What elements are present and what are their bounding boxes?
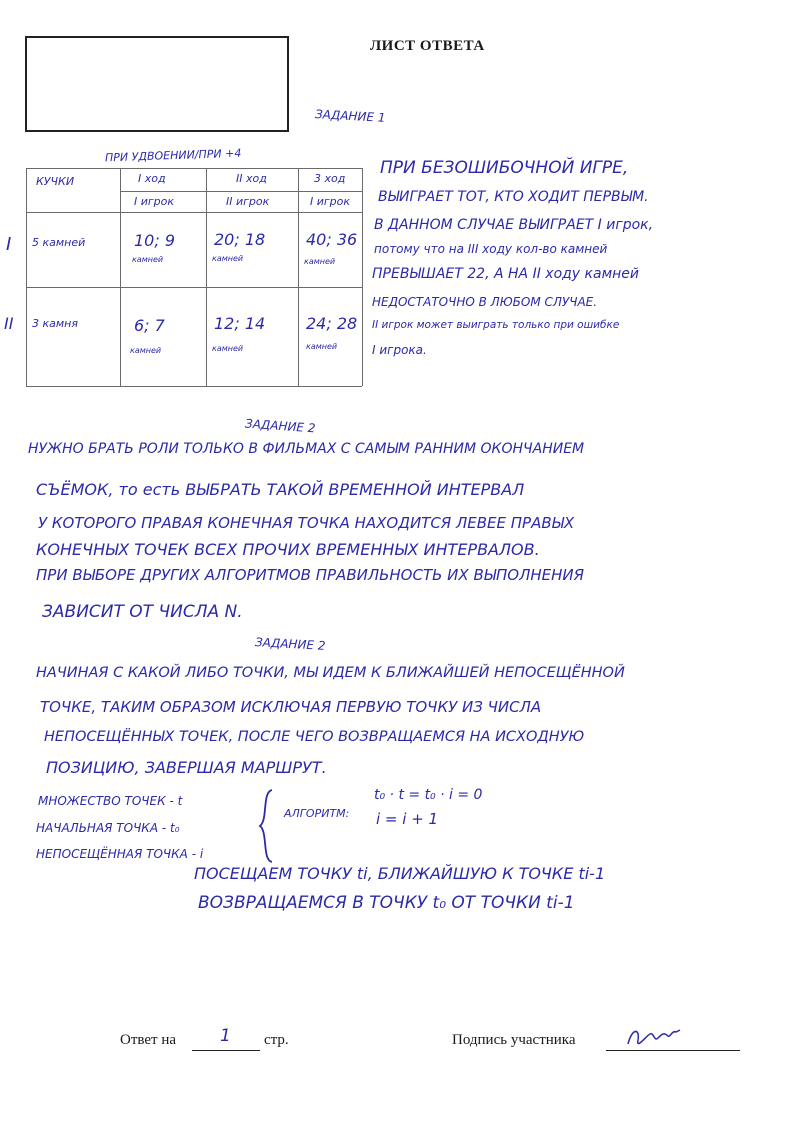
move-3-header: 3 ход — [314, 172, 346, 185]
row-2-cell-2-value: 12; 14 — [214, 314, 266, 333]
row-2-cell-1-value: 6; 7 — [134, 316, 165, 335]
signature-scribble — [624, 1024, 684, 1054]
task1-line: I игрока. — [372, 343, 427, 357]
task1-line: ПРИ БЕЗОШИБОЧНОЙ ИГРЕ, — [380, 158, 629, 178]
player-3-header: I игрок — [310, 195, 351, 208]
row-1-cell-1-value: 10; 9 — [134, 231, 176, 250]
stamp-box — [25, 36, 289, 132]
move-1-header: I ход — [138, 172, 166, 185]
player-2-header: II игрок — [226, 195, 270, 208]
col-header-piles: КУЧКИ — [36, 175, 75, 188]
task1-line: В ДАННОМ СЛУЧАЕ ВЫИГРАЕТ I игрок, — [374, 217, 654, 233]
definition-set: МНОЖЕСТВО ТОЧЕК - t — [38, 794, 183, 808]
task1-line: потому что на III ходу кол-во камней — [374, 242, 608, 256]
row-2-cell-3-value: 24; 28 — [306, 314, 358, 333]
task1-line: II игрок может выиграть только при ошибке — [372, 319, 620, 331]
curly-brace-icon — [254, 786, 278, 866]
task2a-line: ЗАВИСИТ ОТ ЧИСЛА N. — [42, 602, 243, 622]
task1-line: ВЫИГРАЕТ ТОТ, КТО ХОДИТ ПЕРВЫМ. — [378, 189, 649, 205]
row-1-label: 5 камней — [32, 236, 86, 249]
row-2-roman: II — [4, 314, 14, 333]
row-1-roman: I — [6, 234, 12, 255]
task2b-line: НАЧИНАЯ С КАКОЙ ЛИБО ТОЧКИ, МЫ ИДЕМ К БЛИЖАЙШЕЙ НЕПОСЕЩЁННОЙ — [36, 665, 625, 681]
task2b-line: ТОЧКЕ, ТАКИМ ОБРАЗОМ ИСКЛЮЧАЯ ПЕРВУЮ ТОЧКУ ИЗ ЧИСЛА — [40, 698, 542, 716]
task2b-final-line: ПОСЕЩАЕМ ТОЧКУ ti, БЛИЖАЙШУЮ К ТОЧКЕ ti-1 — [194, 864, 606, 883]
task2b-final-line: ВОЗВРАЩАЕМСЯ В ТОЧКУ t₀ ОТ ТОЧКИ ti-1 — [198, 893, 575, 913]
task2b-line: НЕПОСЕЩЁННЫХ ТОЧЕК, ПОСЛЕ ЧЕГО ВОЗВРАЩАЕМСЯ НА ИСХОДНУЮ — [44, 729, 585, 745]
move-2-header: II ход — [236, 172, 267, 185]
task1-line: ПРЕВЫШАЕТ 22, А НА II ходу камней — [372, 266, 640, 282]
row-1-cell-3-unit: камней — [304, 257, 336, 266]
task2a-heading: ЗАДАНИЕ 2 — [244, 416, 316, 436]
row-1-cell-2-value: 20; 18 — [214, 230, 266, 249]
signature-label: Подпись участника — [452, 1032, 576, 1048]
row-1-cell-2-unit: камней — [212, 254, 244, 263]
answer-pages-count: 1 — [220, 1026, 231, 1046]
row-2-cell-2-unit: камней — [212, 344, 244, 353]
task2a-line: СЪЁМОК, то есть ВЫБРАТЬ ТАКОЙ ВРЕМЕННОЙ ИНТЕРВАЛ — [36, 480, 525, 499]
row-1-cell-3-value: 40; 36 — [306, 230, 358, 249]
algorithm-line: i = i + 1 — [376, 810, 439, 828]
player-1-header: I игрок — [134, 195, 175, 208]
definition-start: НАЧАЛЬНАЯ ТОЧКА - t₀ — [36, 821, 180, 835]
task2a-line: У КОТОРОГО ПРАВАЯ КОНЕЧНАЯ ТОЧКА НАХОДИТСЯ ЛЕВЕЕ ПРАВЫХ — [38, 514, 575, 532]
answer-pages-prefix: Ответ на — [120, 1032, 177, 1048]
task2b-heading: ЗАДАНИЕ 2 — [254, 635, 326, 653]
task1-heading: ЗАДАНИЕ 1 — [314, 107, 386, 125]
table-note: ПРИ УДВОЕНИИ/ПРИ +4 — [104, 146, 242, 165]
row-2-cell-1-unit: камней — [130, 346, 162, 355]
algorithm-label: АЛГОРИТМ: — [284, 807, 350, 820]
row-2-label: 3 камня — [32, 317, 78, 330]
task2a-line: НУЖНО БРАТЬ РОЛИ ТОЛЬКО В ФИЛЬМАХ С САМЫМ РАННИМ ОКОНЧАНИЕМ — [28, 441, 585, 457]
definition-unvisited: НЕПОСЕЩЁННАЯ ТОЧКА - i — [36, 847, 204, 861]
task1-line: НЕДОСТАТОЧНО В ЛЮБОМ СЛУЧАЕ. — [372, 295, 598, 309]
algorithm-line: t₀ · t = t₀ · i = 0 — [374, 787, 483, 803]
answer-pages-suffix: стр. — [264, 1032, 289, 1048]
task2b-line: ПОЗИЦИЮ, ЗАВЕРШАЯ МАРШРУТ. — [46, 758, 327, 777]
task2a-line: ПРИ ВЫБОРЕ ДРУГИХ АЛГОРИТМОВ ПРАВИЛЬНОСТЬ ИХ ВЫПОЛНЕНИЯ — [36, 566, 585, 584]
task2a-line: КОНЕЧНЫХ ТОЧЕК ВСЕХ ПРОЧИХ ВРЕМЕННЫХ ИНТЕРВАЛОВ. — [36, 540, 540, 559]
row-2-cell-3-unit: камней — [306, 342, 338, 351]
row-1-cell-1-unit: камней — [132, 255, 164, 264]
page-title: ЛИСТ ОТВЕТА — [370, 38, 485, 54]
